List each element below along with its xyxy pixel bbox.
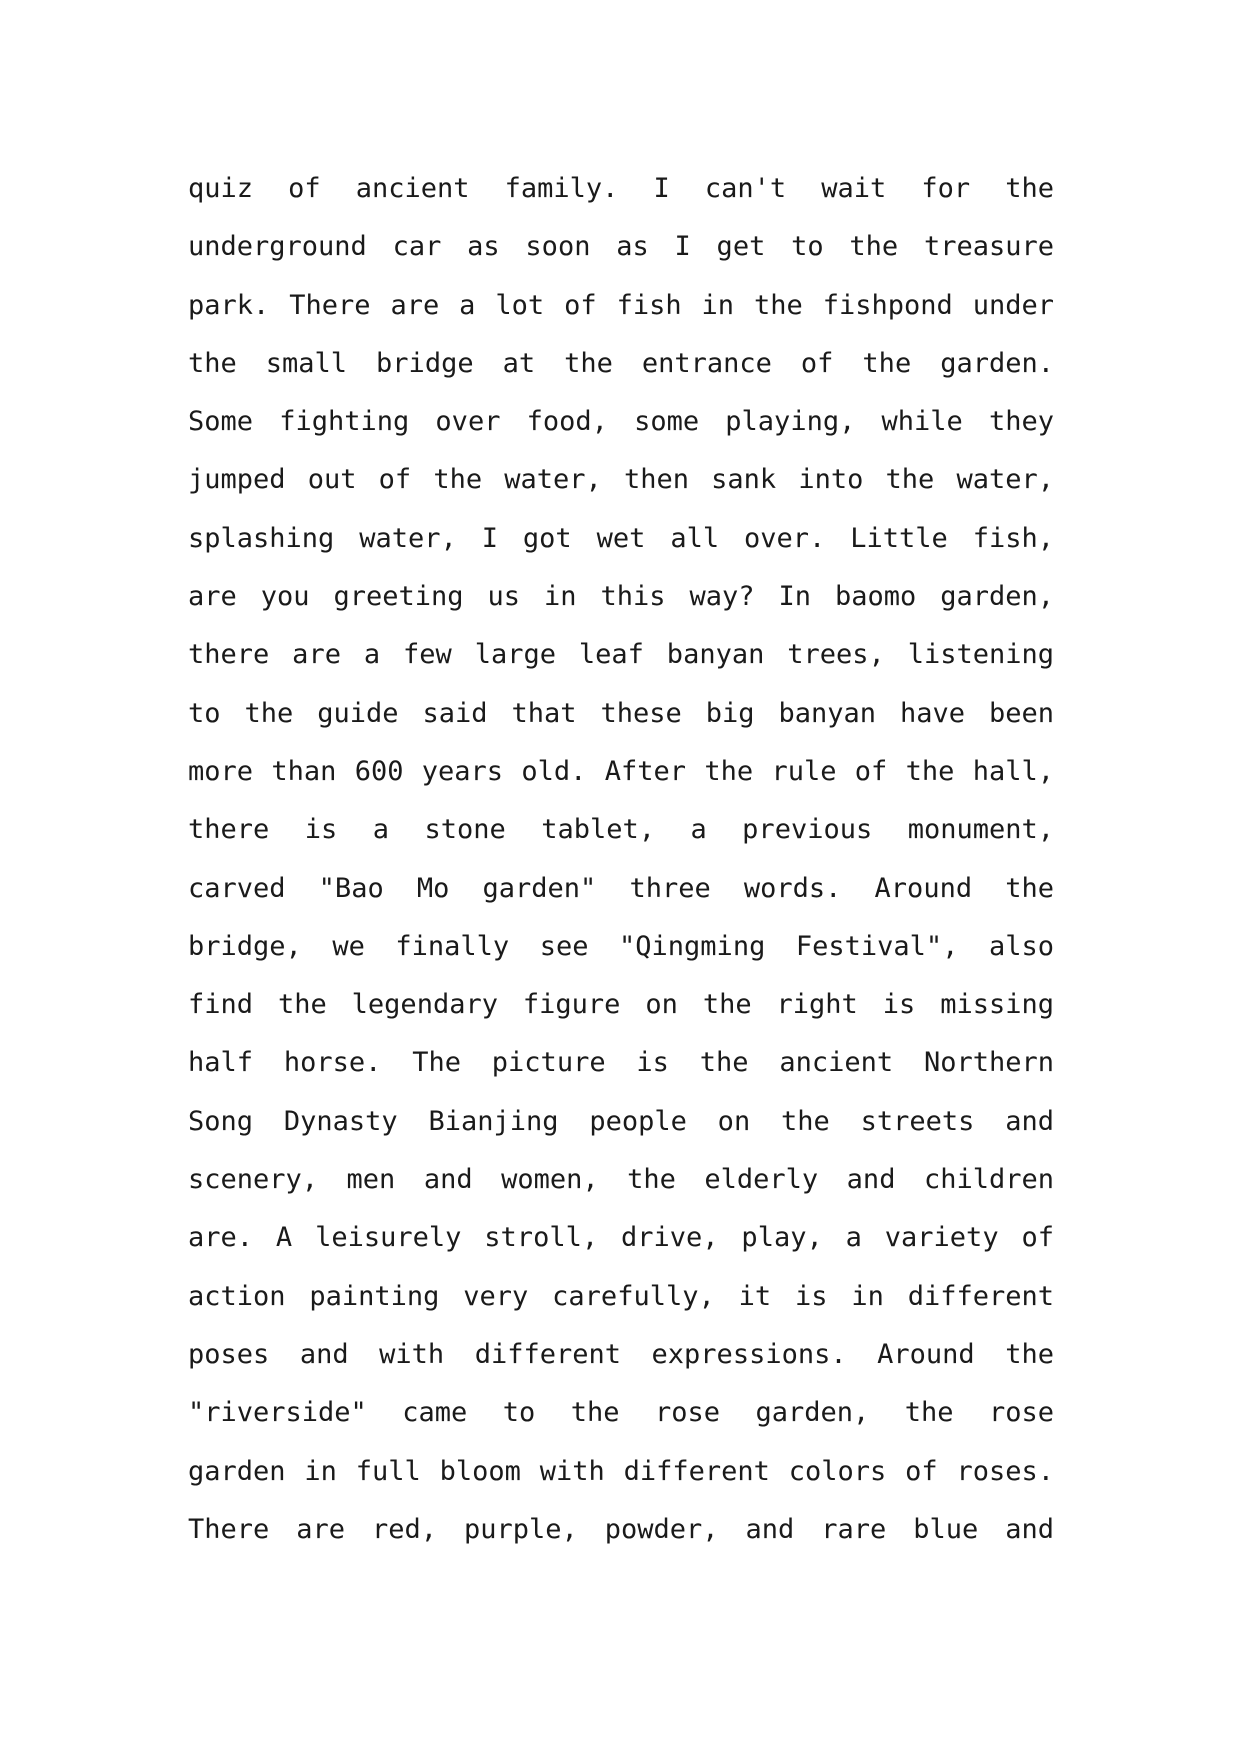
text-line: Some fighting over food, some playing, while they: [188, 406, 1054, 438]
text-line: to the guide said that these big banyan have been: [188, 697, 1054, 729]
text-line: action painting very carefully, it is in different: [188, 1280, 1054, 1312]
text-line: There are red, purple, powder, and rare blue and: [188, 1513, 1054, 1545]
text-line: half horse. The picture is the ancient Northern: [188, 1047, 1054, 1079]
text-line: jumped out of the water, then sank into the water,: [188, 464, 1054, 496]
text-line: garden in full bloom with different colors of roses.: [188, 1455, 1054, 1487]
text-line: "riverside" came to the rose garden, the rose: [188, 1397, 1054, 1429]
text-line: bridge, we finally see "Qingming Festival", also: [188, 930, 1054, 962]
text-line: are. A leisurely stroll, drive, play, a variety of: [188, 1222, 1054, 1254]
text-line: there is a stone tablet, a previous monument,: [188, 814, 1054, 846]
text-line: more than 600 years old. After the rule of the hall,: [188, 755, 1054, 787]
text-line: the small bridge at the entrance of the garden.: [188, 347, 1054, 379]
text-line: quiz of ancient family. I can't wait for the: [188, 173, 1054, 204]
text-line: carved "Bao Mo garden" three words. Around the: [188, 872, 1054, 904]
text-line: underground car as soon as I get to the treasure: [188, 231, 1054, 263]
text-line: Song Dynasty Bianjing people on the streets and: [188, 1105, 1054, 1137]
text-line: are you greeting us in this way? In baomo garden,: [188, 581, 1054, 613]
text-line: there are a few large leaf banyan trees, listening: [188, 639, 1054, 671]
body-text: [188, 160, 1054, 1559]
text-line: park. There are a lot of fish in the fishpond under: [188, 289, 1054, 321]
text-line: splashing water, I got wet all over. Little fish,: [188, 522, 1054, 554]
text-line: poses and with different expressions. Around the: [188, 1338, 1054, 1370]
text-line: find the legendary figure on the right is missing: [188, 989, 1054, 1021]
text-line: scenery, men and women, the elderly and children: [188, 1164, 1054, 1196]
